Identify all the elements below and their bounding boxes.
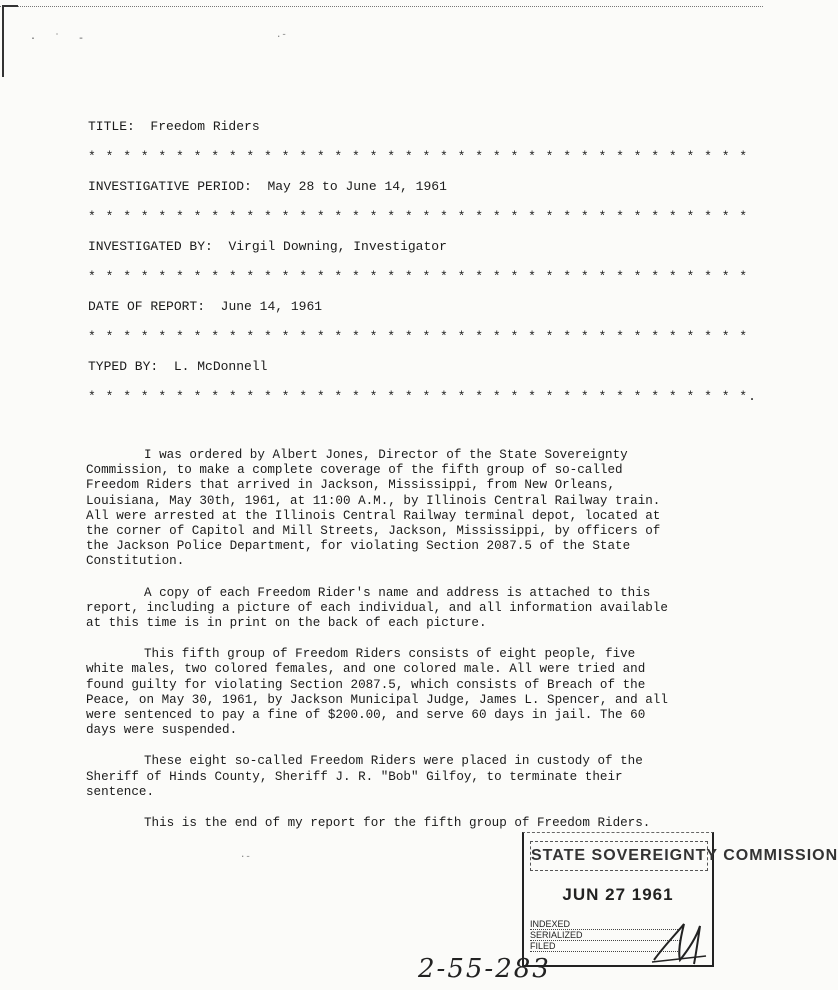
scan-speck: ·- xyxy=(240,852,251,862)
period-value: May 28 to June 14, 1961 xyxy=(267,179,447,194)
report-header xyxy=(88,118,757,418)
paragraph-5-text: This is the end of my report for the fifth group of Freedom Riders. xyxy=(144,816,651,831)
paragraph-4-text: These eight so-called Freedom Riders were placed in custody of the Sheriff of Hinds County, Sheriff J. R. "Bob" Gilfoy, to terminate their sentence. xyxy=(86,754,643,799)
paragraph-4 xyxy=(86,754,672,800)
paragraph-3-text: This fifth group of Freedom Riders consists of eight people, five white males, two colored females, and one colored male. All were tried and found guilty for violating Section 2087.5, which consists of Breach of the Peace, on May 30, 1961, by Jackson Municipal Judge, James L. Spencer, and all were sentenced to pay a fine of $200.00, and serve 60 days in jail. The 60 days were suspended. xyxy=(86,647,668,738)
investigator-value: Virgil Downing, Investigator xyxy=(228,239,447,254)
separator-last: * * * * * * * * * * * * * * * * * * * * * * * * * * * * * * * * * * * * * *. xyxy=(88,389,757,404)
scan-edge-left xyxy=(2,5,18,77)
typed-value: L. McDonnell xyxy=(173,359,268,374)
paragraph-5 xyxy=(86,816,672,831)
separator: * * * * * * * * * * * * * * * * * * * * * * * * * * * * * * * * * * * * * * xyxy=(88,329,749,344)
report-body xyxy=(86,448,672,847)
investigator-label: INVESTIGATED BY: xyxy=(88,239,213,254)
date-row xyxy=(88,298,708,328)
title-row xyxy=(88,118,708,148)
stamp-indexed: INDEXED xyxy=(530,919,680,930)
date-label: DATE OF REPORT: xyxy=(88,299,206,314)
stamp-date: JUN 27 1961 xyxy=(562,885,674,904)
scan-speck: .- xyxy=(276,30,287,40)
signature-mark xyxy=(650,916,708,966)
date-value: June 14, 1961 xyxy=(220,299,323,314)
paragraph-2 xyxy=(86,586,672,632)
separator: * * * * * * * * * * * * * * * * * * * * * * * * * * * * * * * * * * * * * * xyxy=(88,149,749,164)
title-label: TITLE: xyxy=(88,119,135,134)
scan-specks: · ˙ - xyxy=(30,34,91,45)
paragraph-2-text: A copy of each Freedom Rider's name and address is attached to this report, including a picture of each individual, and all information available at this time is in print on the back of each picture. xyxy=(86,585,668,631)
paragraph-1-text: I was ordered by Albert Jones, Director of the State Sovereignty Commission, to make a complete coverage of the fifth group of so-called Freedom Riders that arrived in Jackson, Mississippi, from New Orleans, Louisiana, May 30th, 1961, at 11:00 A.M., by Illinois Central Railway train. All were arrested at the Illinois Central Railway terminal depot, located at the corner of Capitol and Mill Streets, Jackson, Mississippi, by officers of the Jackson Police Department, for violating Section 2087.5 of the State Constitution. xyxy=(86,448,661,569)
stamp-agency: STATE SOVEREIGNTY COMMISSION xyxy=(530,841,708,871)
scan-edge-top xyxy=(0,0,763,7)
separator: * * * * * * * * * * * * * * * * * * * * * * * * * * * * * * * * * * * * * * xyxy=(88,269,749,284)
file-number: 2-55-283 xyxy=(418,954,551,984)
investigator-row xyxy=(88,238,708,268)
period-label: INVESTIGATIVE PERIOD: xyxy=(88,179,252,194)
period-row xyxy=(88,178,708,208)
separator: * * * * * * * * * * * * * * * * * * * * * * * * * * * * * * * * * * * * * * xyxy=(88,209,749,224)
typed-label: TYPED BY: xyxy=(88,359,159,374)
typed-row xyxy=(88,358,708,388)
paragraph-3 xyxy=(86,647,672,738)
title-value: Freedom Riders xyxy=(150,119,260,134)
stamp-serialized: SERIALIZED xyxy=(530,930,680,941)
stamp-filed: FILED xyxy=(530,941,680,952)
paragraph-1 xyxy=(86,448,672,570)
